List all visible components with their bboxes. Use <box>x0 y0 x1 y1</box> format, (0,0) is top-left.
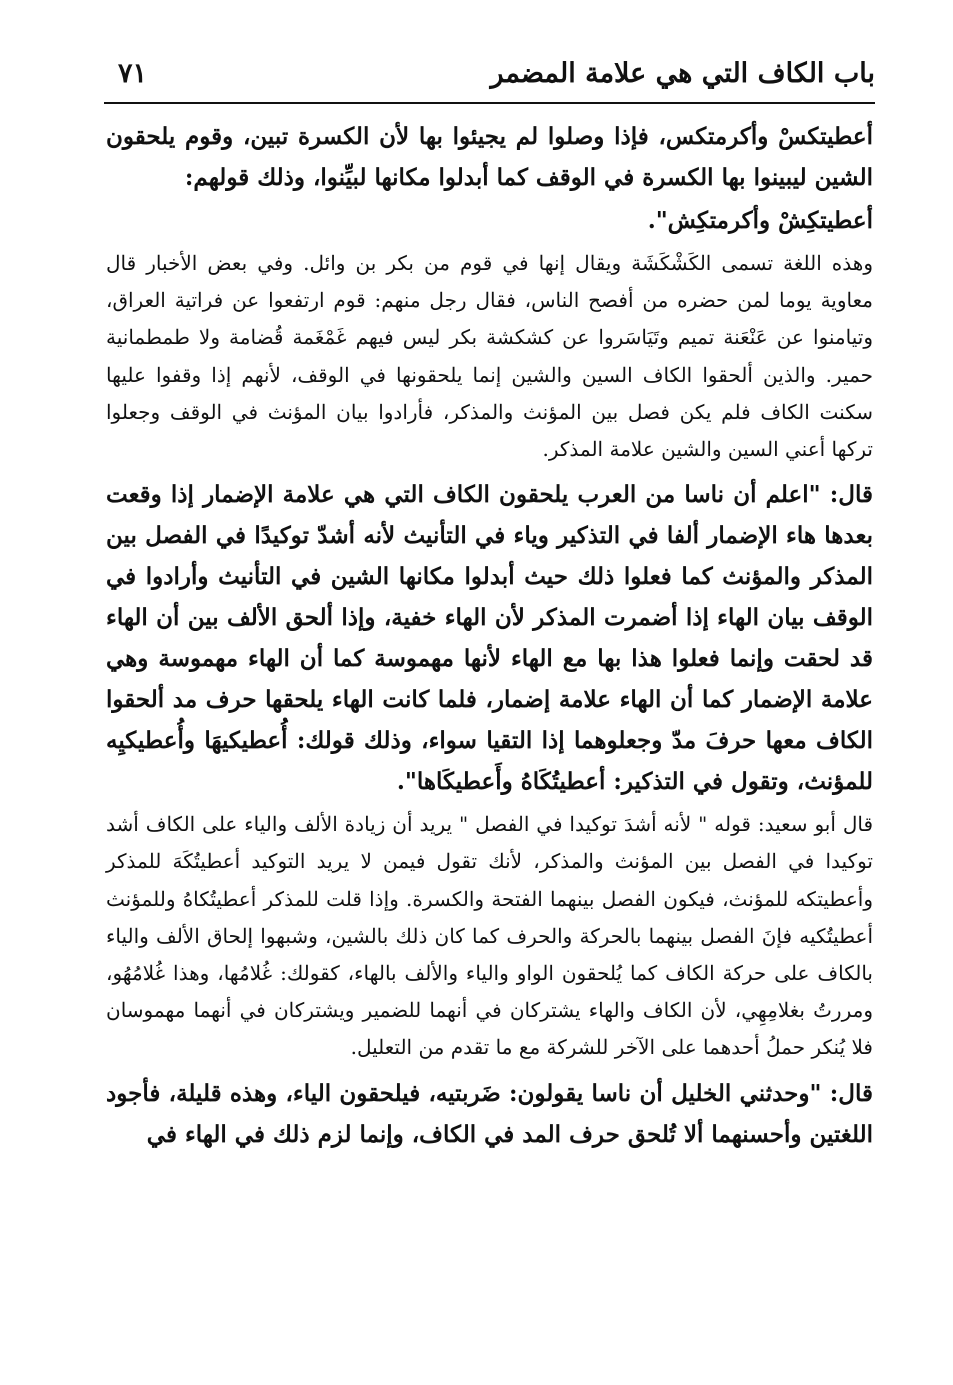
page-number: ٧١ <box>118 58 148 89</box>
chapter-title: باب الكاف التي هي علامة المضمر <box>490 58 875 89</box>
quote-paragraph: أعطيتكسْ وأكرمتكس، فإذا وصلوا لم يجيئوا بها لأن الكسرة تبين، وقوم يلحقون الشين ليبينوا بها الكسرة في الوقف كما أبدلوا مكانها لبيِّنوا، وذلك قولهم: <box>106 123 873 191</box>
quote-paragraph: أعطيتكِشْ وأكرمتكِش". <box>647 207 873 234</box>
page-body <box>106 116 873 1365</box>
commentary-paragraph: قال أبو سعيد: قوله " لأنه أشدَ توكيدا في الفصل " يريد أن زيادة الألف والياء على الكاف أشد توكيدا في الفصل بين المؤنث والمذكر، لأنك تقول فيمن لا يريد التوكيد أعطيتُكَهَ للمذكر وأعطيتكه للمؤنث، فيكون الفصل بينهما الفتحة والكسرة. وإذا قلت للمذكر أعطيتُكاهُ وللمؤنث أعطيتُكيه فإنَ الفصل بينهما بالحركة والحرف كما كان ذلك بالشين، وشبهوا إلحاق الألف والياء بالكاف على حركة الكاف كما يُلحقون الواو والياء والألف بالهاء، كقولك: غُلامُها، وهذا غُلامُهُو، ومررتُ بغلامِهِي، لأن الكاف والهاء يشتركان في أنهما للضمير ويشتركان في أنهما مهموسان فلا يُنكر حملُ أحدهما على الآخر للشركة مع ما تقدم من التعليل. <box>106 812 873 1060</box>
quote-paragraph: قال: "اعلم أن ناسا من العرب يلحقون الكاف التي هي علامة الإضمار إذا وقعت بعدها هاء الإضمار ألفا في التذكير وياء في التأنيث لأنه أشدّ توكيدًا في الفصل بين المذكر والمؤنث كما فعلوا ذلك حيث أبدلوا مكانها الشين في التأنيث وأرادوا في الوقف بيان الهاء إذا أضمرت المذكر لأن الهاء خفية، وإذا ألحق الألف بين أن الهاء قد لحقت وإنما فعلوا هذا بها مع الهاء لأنها مهموسة كما أن الهاء مهموسة وهي علامة الإضمار كما أن الهاء علامة إضمار، فلما كانت الهاء يلحقها حرف مد ألحقوا الكاف معها حرفَ مدّ وجعلوهما إذا التقيا سواء، وذلك قولك: أُعطيكيهَا وأُعطيكيِه للمؤنث، وتقول في التذكير: أعطيتُكَاهُ وأَعطيكَاها". <box>106 481 873 796</box>
running-header <box>104 52 875 104</box>
commentary-paragraph: وهذه اللغة تسمى الكَشْكَشَة ويقال إنها في قوم من بكر بن وائل. وفي بعض الأخبار قال معاوية يوما لمن حضره من أفصح الناس، فقال رجل منهم: قوم ارتفعوا عن فراتية العراق، وتيامنوا عن عَنْعَنة تميم وتَيَاسَروا عن كشكشة بكر ليس فيهم غَمْغَمة قُضامة ولا طمطمانية حمير. والذين ألحقوا الكاف السين والشين إنما يلحقونها في الوقف، لأنهم إذا وقفوا عليها سكنت الكاف فلم يكن فصل بين المؤنث والمذكر، فأرادوا بيان المؤنث في الوقف وجعلوا تركها أعني السين والشين علامة المذكر. <box>106 251 873 462</box>
quote-paragraph: قال: "وحدثني الخليل أن ناسا يقولون: ضَربتيه، فيلحقون الياء، وهذه قليلة، فأجود اللغتين وأحسنهما ألا تُلحق حرف المد في الكاف، وإنما لزم ذلك في الهاء في <box>106 1079 873 1148</box>
